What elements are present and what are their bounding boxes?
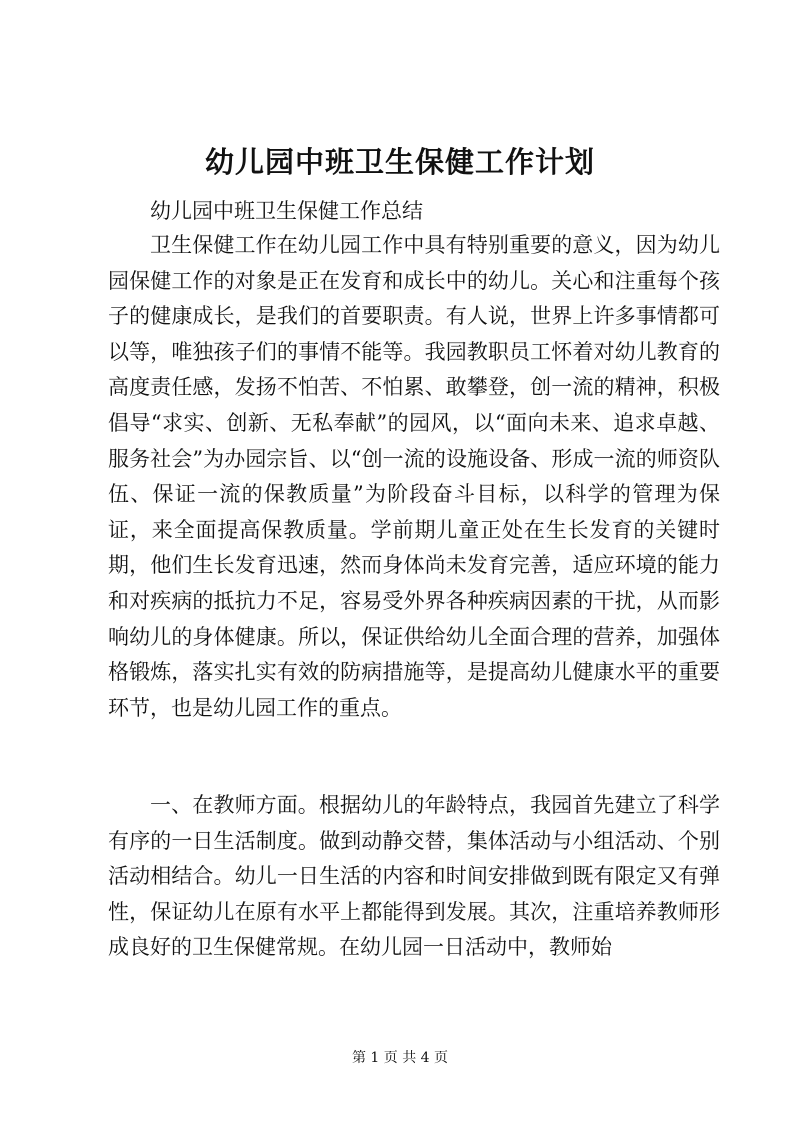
document-subtitle: 幼儿园中班卫生保健工作总结 xyxy=(150,199,423,223)
body-paragraph-intro: 卫生保健工作在幼儿园工作中具有特别重要的意义，因为幼儿园保健工作的对象是正在发育和成长中的幼儿。关心和注重每个孩子的健康成长，是我们的首要职责。有人说，世界上许多事情都可以等，唯独孩子们的事情不能等。我园教职员工怀着对幼儿教育的高度责任感，发扬不怕苦、不怕累、敢攀登，创一流的精神，积极倡导“求实、创新、无私奉献”的园风，以“面向未来、追求卓越、服务社会”为办园宗旨、以“创一流的设施设备、形成一流的师资队伍、保证一流的保教质量”为阶段奋斗目标，以科学的管理为保证，来全面提高保教质量。学前期儿童正处在生长发育的关键时期，他们生长发育迅速，然而身体尚未发育完善，适应环境的能力和对疾病的抵抗力不足，容易受外界各种疾病因素的干扰，从而影响幼儿的身体健康。所以，保证供给幼儿全面合理的营养，加强体格锻炼，落实扎实有效的防病措施等，是提高幼儿健康水平的重要环节，也是幼儿园工作的重点。 xyxy=(108,233,720,720)
body-paragraph-teachers: 一、在教师方面。根据幼儿的年龄特点，我园首先建立了科学有序的一日生活制度。做到动静交替，集体活动与小组活动、个别活动相结合。幼儿一日生活的内容和时间安排做到既有限定又有弹性，保证幼儿在原有水平上都能得到发展。其次，注重培养教师形成良好的卫生保健常规。在幼儿园一日活动中，教师始 xyxy=(108,793,720,960)
page-footer: 第 1 页 共 4 页 xyxy=(351,1050,449,1066)
page-title: 幼儿园中班卫生保健工作计划 xyxy=(204,145,595,179)
